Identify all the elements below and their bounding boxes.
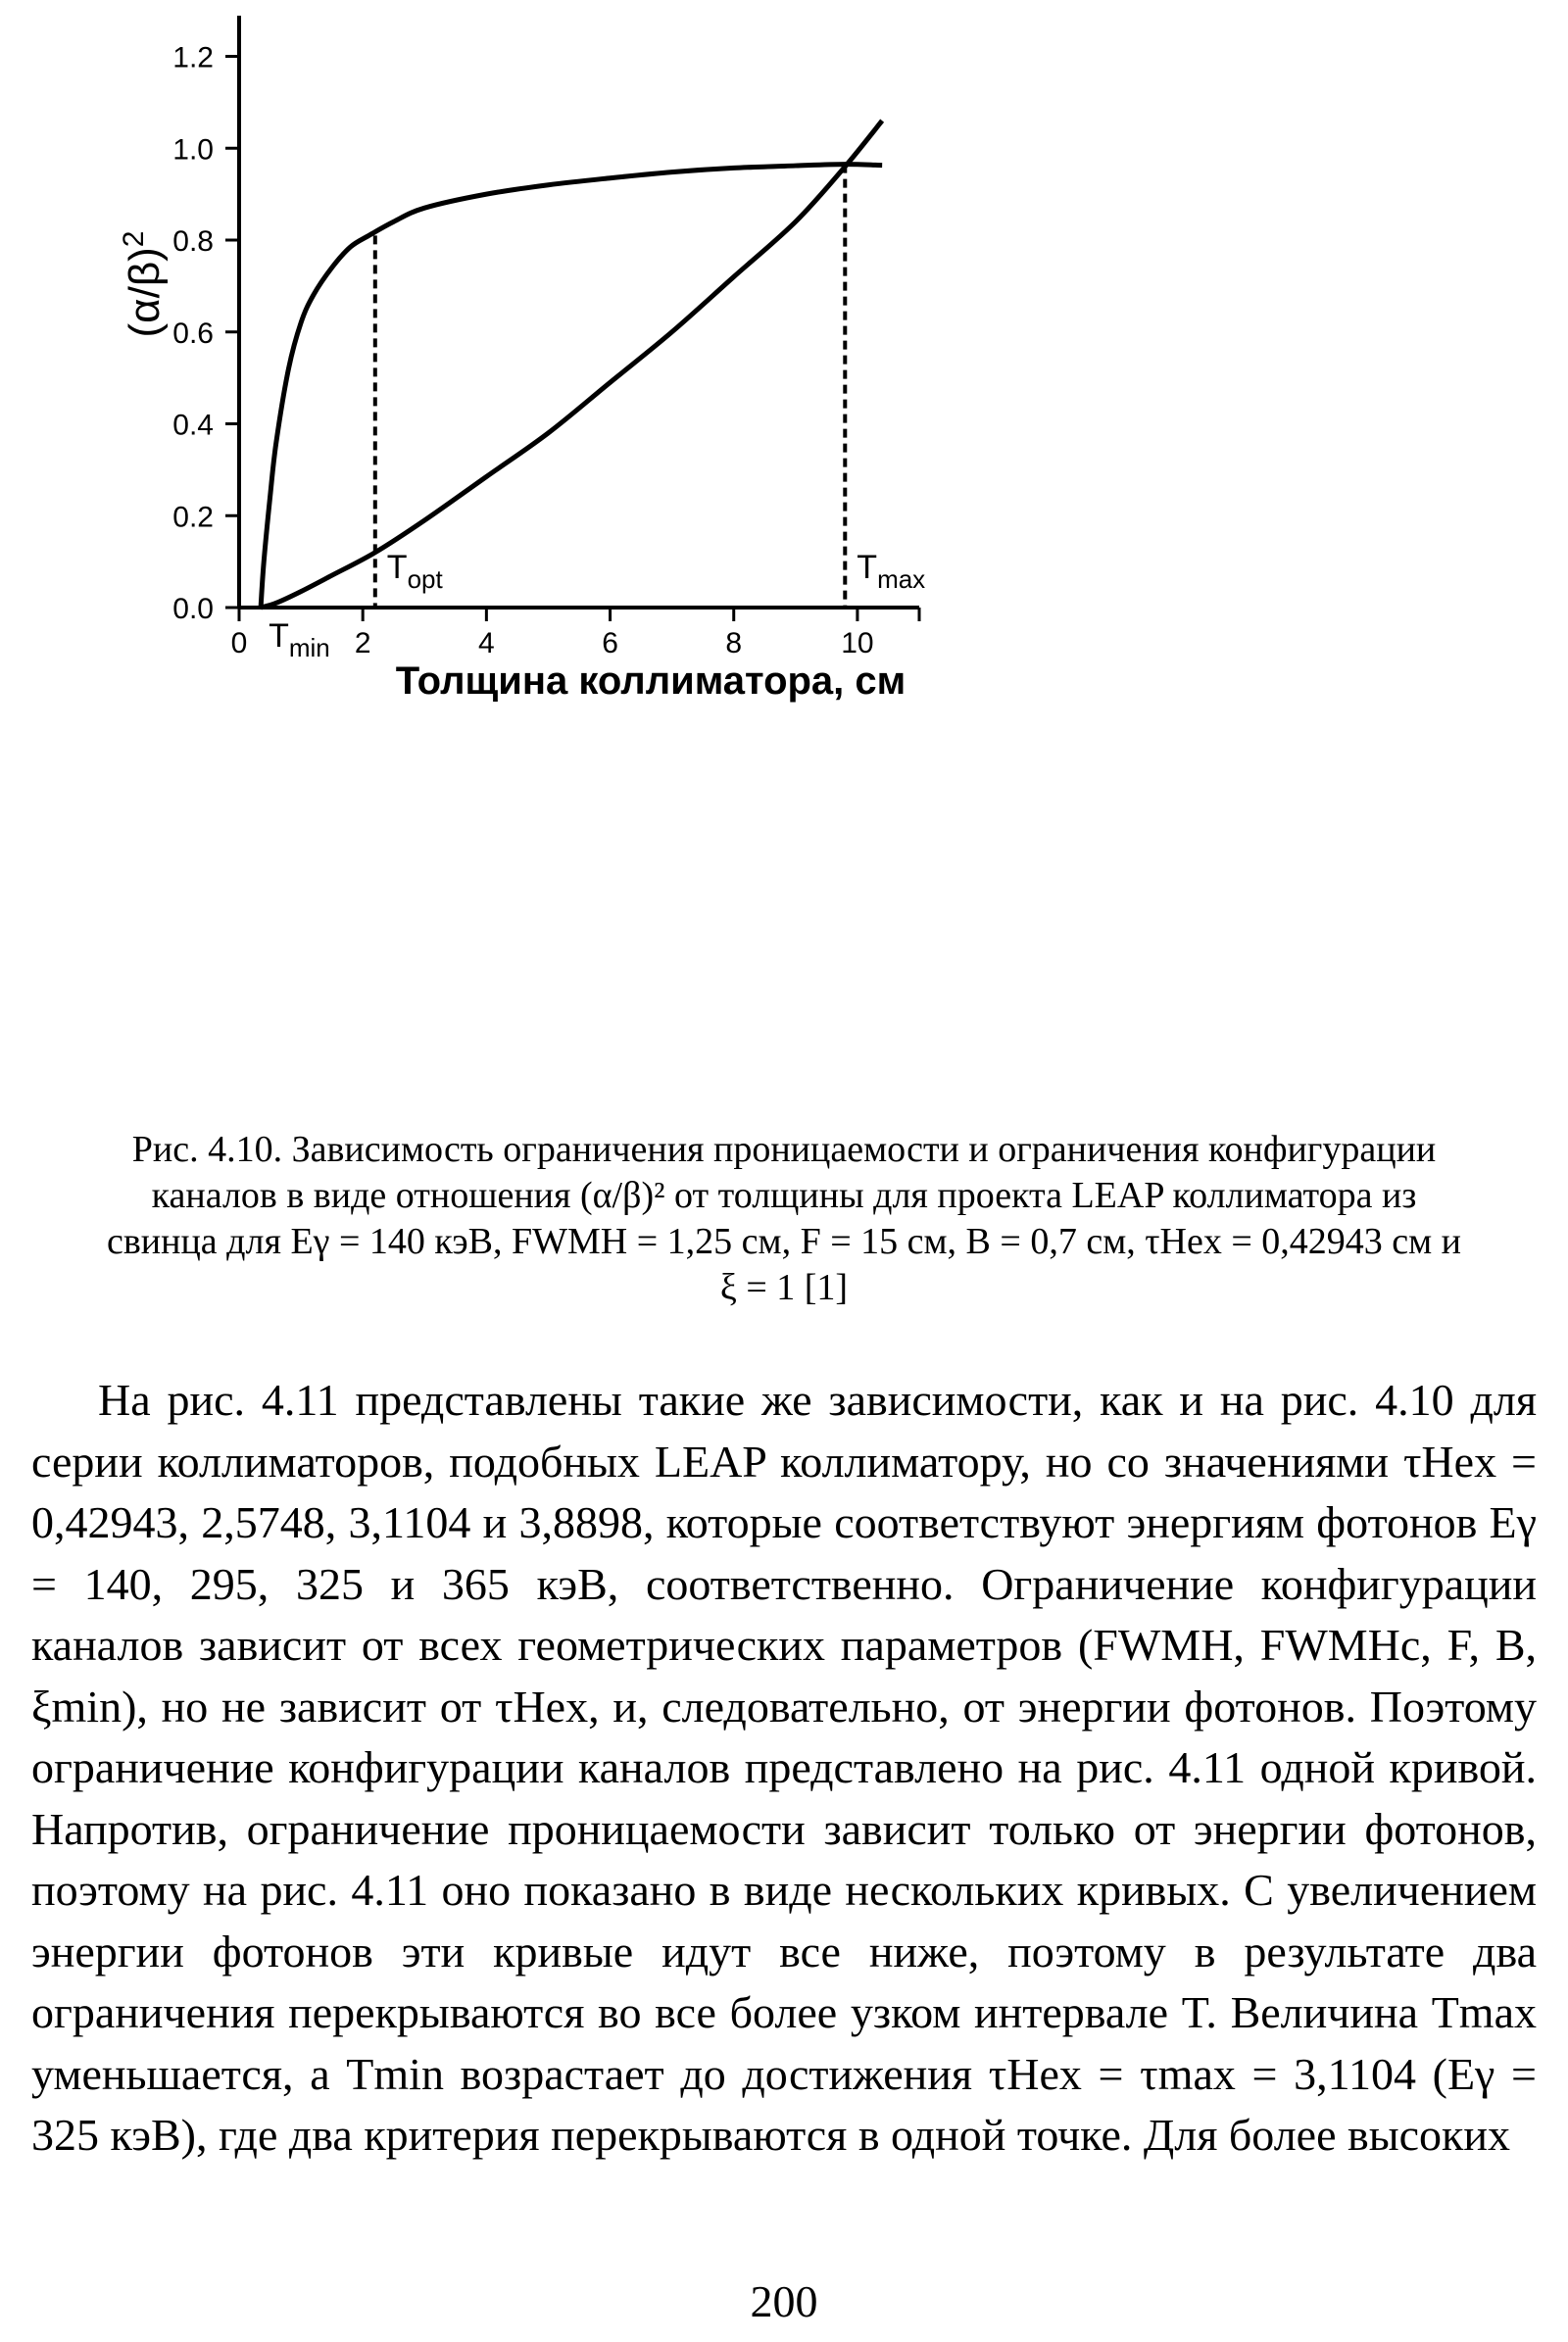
page-number: 200 [750, 2276, 818, 2326]
y-tick-label: 1.2 [172, 41, 214, 74]
x-tick-label: 6 [602, 627, 618, 659]
marker-label-min: $T_{min}$ [269, 617, 330, 662]
caption-line-2: каналов в виде отношения (α/β)² от толщины для проекта LEAP коллиматора из [151, 1175, 1417, 1216]
caption-line-3: свинца для Eγ = 140 кэВ, FWMH = 1,25 см, F = 15 см, B = 0,7 см, τHex = 0,42943 см и [106, 1221, 1461, 1262]
caption-line-4: ξ = 1 [1] [719, 1267, 849, 1308]
x-tick-label: 4 [478, 627, 495, 659]
x-tick-label: 8 [725, 627, 743, 659]
chart [0, 0, 1568, 1098]
body-text [31, 1370, 1537, 2167]
y-tick-label: 0.4 [172, 409, 214, 442]
x-tick-label: 10 [841, 627, 874, 659]
y-tick-label: 0.6 [172, 317, 214, 350]
x-tick-label: 0 [230, 627, 248, 659]
y-axis-label: $(\alpha/\beta)^2$ [118, 230, 169, 338]
series-configuration-limit [261, 121, 882, 608]
figure-caption [29, 1127, 1539, 1311]
y-tick-label: 0.8 [172, 225, 214, 258]
x-tick-label: 2 [354, 627, 371, 659]
caption-line-1: Рис. 4.10. Зависимость ограничения проницаемости и ограничения конфигурации [131, 1129, 1437, 1170]
y-tick-label: 0.0 [172, 593, 214, 625]
x-axis-label: Толщина коллиматора, см [395, 659, 906, 703]
marker-label-max: $T_{max}$ [857, 549, 926, 594]
y-tick-label: 0.2 [172, 501, 214, 534]
paragraph: На рис. 4.11 представлены такие же зависимости, как и на рис. 4.10 для серии коллиматоров, подобных LEAP коллиматору, но со значениями τHex = 0,42943, 2,5748, 3,1104 и 3,8898, которые соответствуют энергиям фотонов Eγ = 140, 295, 325 и 365 кэВ, соответственно. Ограничение конфигурации каналов зависит от всех геометрических параметров (FWMH, FWMHc, F, B, ξmin), но не зависит от τHex, и, следовательно, от энергии фотонов. Поэтому ограничение конфигурации каналов представлено на рис. 4.11 одной кривой. Напротив, ограничение проницаемости зависит только от энергии фотонов, поэтому на рис. 4.11 оно показано в виде нескольких кривых. С увеличением энергии фотонов эти кривые идут все ниже, поэтому в результате два ограничения перекрываются во все более узком интервале T. Величина Tmax уменьшается, а Tmin возрастает до достижения τHex = τmax = 3,1104 (Eγ = 325 кэВ), где два критерия перекрываются в одной точке. Для более высоких [31, 1375, 1537, 2160]
y-tick-label: 1.0 [172, 133, 214, 167]
marker-label-opt: $T_{opt}$ [386, 549, 443, 594]
